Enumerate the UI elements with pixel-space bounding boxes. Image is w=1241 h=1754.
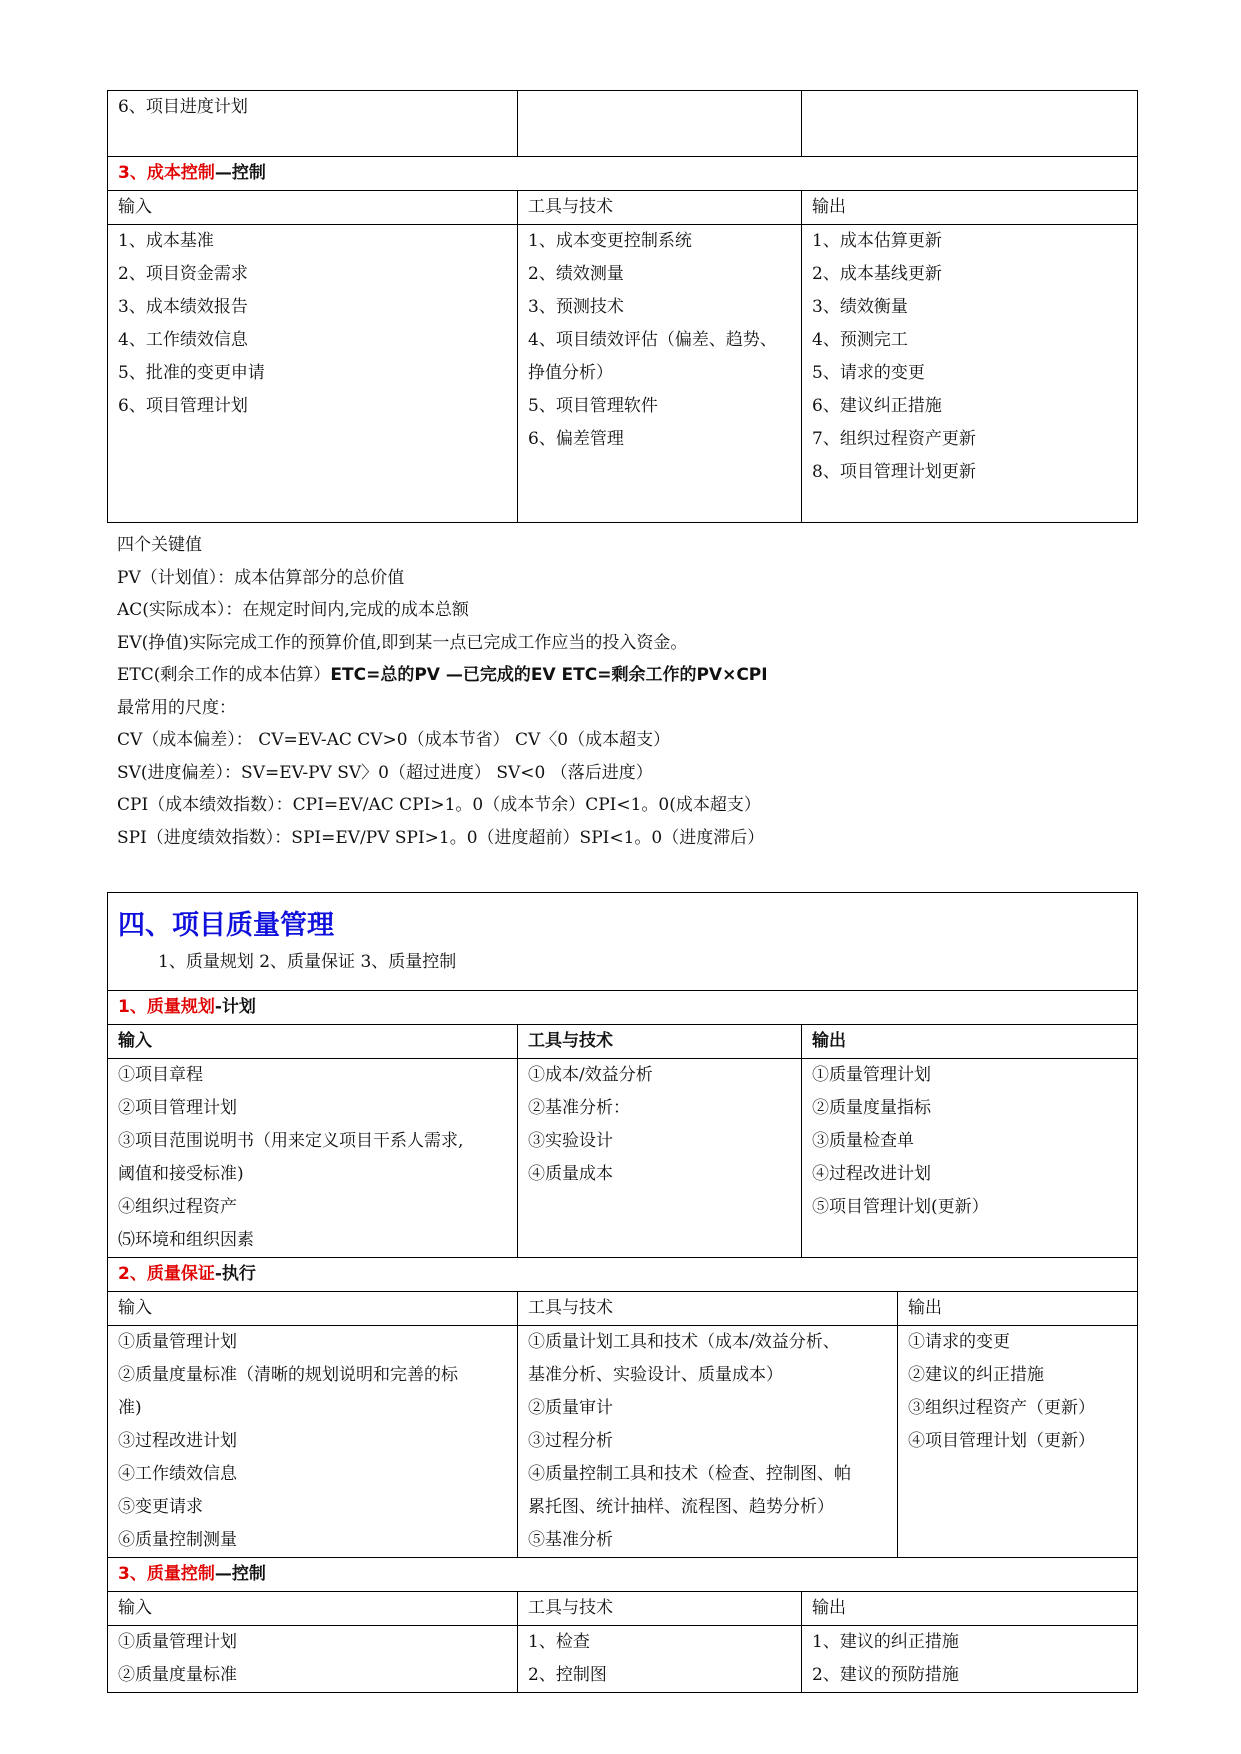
list-item: 4、工作绩效信息 [118,330,248,350]
list-item: ②质量审计 [528,1398,613,1418]
list-item: 8、项目管理计划更新 [812,462,976,482]
list-item: ④质量成本 [528,1164,613,1184]
inputs-list [108,1059,518,1258]
outputs-list [802,1626,1138,1693]
header-tools: 工具与技术 [518,1292,898,1326]
list-item: ④项目管理计划（更新） [908,1431,1095,1451]
outputs-list [898,1326,1138,1558]
list-item: 6、偏差管理 [528,429,624,449]
list-item: 6、建议纠正措施 [812,396,942,416]
header-input: 输入 [108,1025,518,1059]
list-item: 5、项目管理软件 [528,396,658,416]
list-item: ①质量管理计划 [118,1632,237,1652]
list-item: 1、成本基准 [118,231,214,251]
outputs-cell [802,91,1138,157]
list-item: 7、组织过程资产更新 [812,429,976,449]
list-item: ②质量度量标准（清晰的规划说明和完善的标 [118,1365,458,1385]
cost-control-title: 3、成本控制—控制 [108,157,1138,191]
list-item: ⑤变更请求 [118,1497,203,1517]
list-item: ④组织过程资产 [118,1197,237,1217]
list-item: ④过程改进计划 [812,1164,931,1184]
list-item: 累托图、统计抽样、流程图、趋势分析） [528,1497,834,1517]
header-tools: 工具与技术 [518,191,802,225]
ev-definition: EV(挣值)实际完成工作的预算价值,即到某一点已完成工作应当的投入资金。 [117,632,688,653]
schedule-table-tail [107,90,1138,157]
list-item: 3、预测技术 [528,297,624,317]
list-item: ⑤项目管理计划(更新） [812,1197,989,1217]
quality-assurance-title: 2、质量保证-执行 [108,1258,1138,1292]
section-title: 四、项目质量管理 [118,910,334,941]
list-item: ③质量检查单 [812,1131,914,1151]
etc-definition: ETC(剩余工作的成本估算）ETC=总的PV —已完成的EV ETC=剩余工作的PV×CPI [117,665,768,685]
list-item: 2、建议的预防措施 [812,1665,959,1685]
list-item: 2、控制图 [528,1665,607,1685]
list-item: ①质量管理计划 [118,1332,237,1352]
inputs-list [108,225,518,523]
list-item: 挣值分析） [528,363,613,383]
list-item: 1、建议的纠正措施 [812,1632,959,1652]
tools-list [518,1059,802,1258]
list-item: ②项目管理计划 [118,1098,237,1118]
cost-control-table [107,156,1138,523]
list-item: ③过程改进计划 [118,1431,237,1451]
outputs-list [802,225,1138,523]
section-subtitle: 1、质量规划 2、质量保证 3、质量控制 [158,952,457,972]
header-tools: 工具与技术 [518,1025,802,1059]
cpi-definition: CPI（成本绩效指数）：CPI=EV/AC CPI>1。0（成本节余）CPI<1。0(成本超支） [117,795,761,815]
outputs-list [802,1059,1138,1258]
list-item: ①质量管理计划 [812,1065,931,1085]
list-item: ③过程分析 [528,1431,613,1451]
quality-control-table [107,1557,1138,1693]
list-item: 5、批准的变更申请 [118,363,265,383]
quality-title-cell [108,893,1138,991]
tools-list [518,1626,802,1693]
inputs-list [108,1326,518,1558]
list-item: ④工作绩效信息 [118,1464,237,1484]
ac-definition: AC(实际成本）：在规定时间内,完成的成本总额 [117,600,469,620]
list-item: 3、成本绩效报告 [118,297,248,317]
list-item: 1、成本估算更新 [812,231,942,251]
list-item: ①成本/效益分析 [528,1065,653,1085]
tools-list [518,1326,898,1558]
header-input: 输入 [108,191,518,225]
list-item: 6、项目管理计划 [118,396,248,416]
list-item: 4、项目绩效评估（偏差、趋势、 [528,330,777,350]
quality-assurance-table [107,1257,1138,1558]
quality-planning-table [107,990,1138,1258]
header-output: 输出 [802,1592,1138,1626]
list-item: 1、检查 [528,1632,590,1652]
header-tools: 工具与技术 [518,1592,802,1626]
header-input: 输入 [108,1592,518,1626]
scale-heading: 最常用的尺度： [117,697,236,718]
sv-definition: SV(进度偏差）：SV=EV-PV SV〉0（超过进度） SV<0 （落后进度） [117,762,653,783]
header-output: 输出 [802,191,1138,225]
header-output: 输出 [898,1292,1138,1326]
input-cell: 6、项目进度计划 [108,91,518,157]
list-item: ②建议的纠正措施 [908,1365,1044,1385]
list-item: ①请求的变更 [908,1332,1010,1352]
list-item: ①质量计划工具和技术（成本/效益分析、 [528,1332,840,1352]
quality-control-title: 3、质量控制—控制 [108,1558,1138,1592]
tools-list [518,225,802,523]
inputs-list [108,1626,518,1693]
list-item: ⑤基准分析 [528,1530,613,1550]
list-item: ②质量度量标准 [118,1665,237,1685]
list-item: 5、请求的变更 [812,363,925,383]
list-item: 基准分析、实验设计、质量成本） [528,1365,783,1385]
list-item: 阈值和接受标准) [118,1164,244,1184]
cv-definition: CV（成本偏差）： CV=EV-AC CV>0（成本节省） CV〈0（成本超支） [117,730,671,750]
list-item: ④质量控制工具和技术（检查、控制图、帕 [528,1464,851,1484]
quality-section-header [107,892,1138,991]
list-item: ③实验设计 [528,1131,613,1151]
list-item: ⑥质量控制测量 [118,1530,237,1550]
list-item: 2、绩效测量 [528,264,624,284]
key-values [107,523,1137,854]
list-item: ⑸环境和组织因素 [118,1230,254,1250]
list-item: 4、预测完工 [812,330,908,350]
tools-cell [518,91,802,157]
quality-planning-title: 1、质量规划-计划 [108,991,1138,1025]
list-item: 1、成本变更控制系统 [528,231,692,251]
list-item: ②基准分析： [528,1098,630,1118]
key-values-heading: 四个关键值 [117,535,202,555]
header-input: 输入 [108,1292,518,1326]
header-output: 输出 [802,1025,1138,1059]
list-item: ③项目范围说明书（用来定义项目干系人需求, [118,1131,464,1151]
list-item: ②质量度量指标 [812,1098,931,1118]
pv-definition: PV（计划值）：成本估算部分的总价值 [117,567,405,588]
list-item: 3、绩效衡量 [812,297,908,317]
list-item: ①项目章程 [118,1065,203,1085]
list-item: ③组织过程资产（更新） [908,1398,1095,1418]
spi-definition: SPI（进度绩效指数）：SPI=EV/PV SPI>1。0（进度超前）SPI<1。0（进度滞后） [117,827,765,848]
list-item: 2、项目资金需求 [118,264,248,284]
document-page [107,90,1137,1693]
list-item: 准) [118,1398,142,1418]
list-item: 2、成本基线更新 [812,264,942,284]
